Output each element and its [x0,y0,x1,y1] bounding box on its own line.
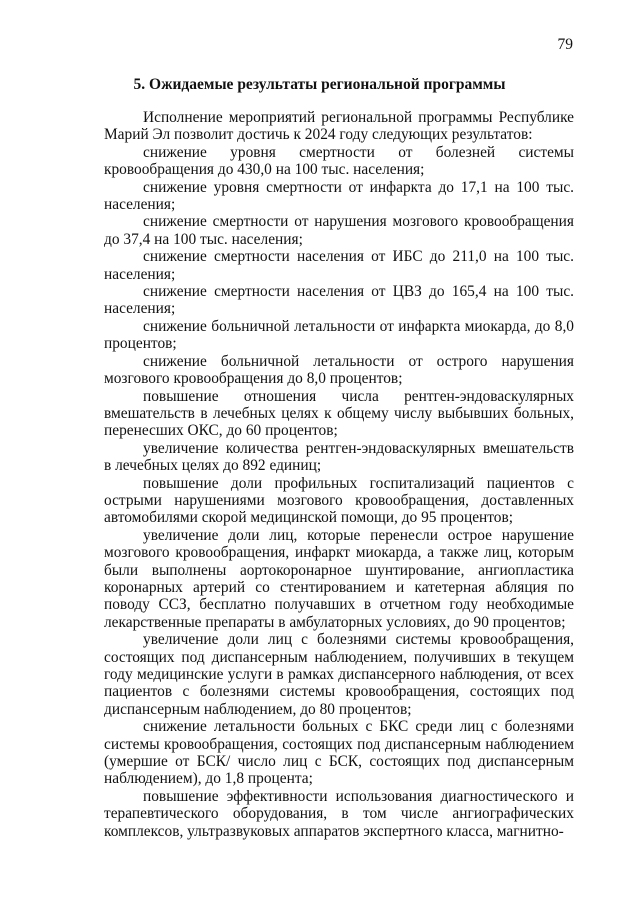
paragraph-item: снижение уровня смертности от инфаркта до 17,1 на 100 тыс. населения; [104,178,574,214]
paragraph-item: снижение смертности населения от ИБС до 211,0 на 100 тыс. населения; [104,248,574,283]
paragraph-item: снижение больничной летальности от инфаркта миокарда, до 8,0 процентов; [104,317,574,353]
body-text [104,109,574,840]
paragraph-item: повышение отношения числа рентген-эндоваскулярных вмешательств в лечебных целях к общему числу выбывших больных, перенесших ОКС, до 60 процентов; [104,387,574,440]
paragraph-item: снижение смертности от нарушения мозгового кровообращения до 37,4 на 100 тыс. населения; [104,213,574,248]
paragraph-item: снижение летальности больных с БКС среди лиц с болезнями системы кровообращения, состоящих под диспансерным наблюдением (умершие от БСК/ число лиц с БСК, состоящих под диспансерным наблюдением), до 1,8 процента; [104,718,574,788]
paragraph-item: повышение эффективности использования диагностического и терапевтического оборудования, в том числе ангиографических комплексов, ультразвуковых аппаратов экспертного класса, магнитно- [104,787,574,840]
paragraph-item: увеличение количества рентген-эндоваскулярных вмешательств в лечебных целях до 892 единиц; [104,439,574,475]
section-heading: 5. Ожидаемые результаты региональной программы [133,76,506,93]
paragraph-intro: Исполнение мероприятий региональной программы Республике Марий Эл позволит достичь к 2024 году следующих результатов: [104,109,574,144]
paragraph-item: повышение доли профильных госпитализаций пациентов с острыми нарушениями мозгового кровообращения, доставленных автомобилями скорой медицинской помощи, до 95 процентов; [104,474,574,527]
paragraph-item: снижение больничной летальности от острого нарушения мозгового кровообращения до 8,0 процентов; [104,352,574,388]
paragraph-item: снижение смертности населения от ЦВЗ до 165,4 на 100 тыс. населения; [104,283,574,318]
paragraph-item: увеличение доли лиц, которые перенесли острое нарушение мозгового кровообращения, инфаркт миокарда, а также лиц, которым были выполнены аортокоронарное шунтирование, ангиопластика коронарных артерий со стентированием и катетерная абляция по поводу ССЗ, бесплатно получавших в отчетном году необходимые лекарственные препараты в амбулаторных условиях, до 90 процентов; [104,526,574,631]
page-number: 79 [557,36,573,53]
paragraph-item: увеличение доли лиц с болезнями системы кровообращения, состоящих под диспансерным наблюдением, получивших в текущем году медицинские услуги в рамках диспансерного наблюдения, от всех пациентов с болезнями системы кровообращения, состоящих под диспансерным наблюдением, до 80 процентов; [104,631,574,718]
paragraph-item: снижение уровня смертности от болезней системы кровообращения до 430,0 на 100 тыс. населения; [104,143,574,179]
